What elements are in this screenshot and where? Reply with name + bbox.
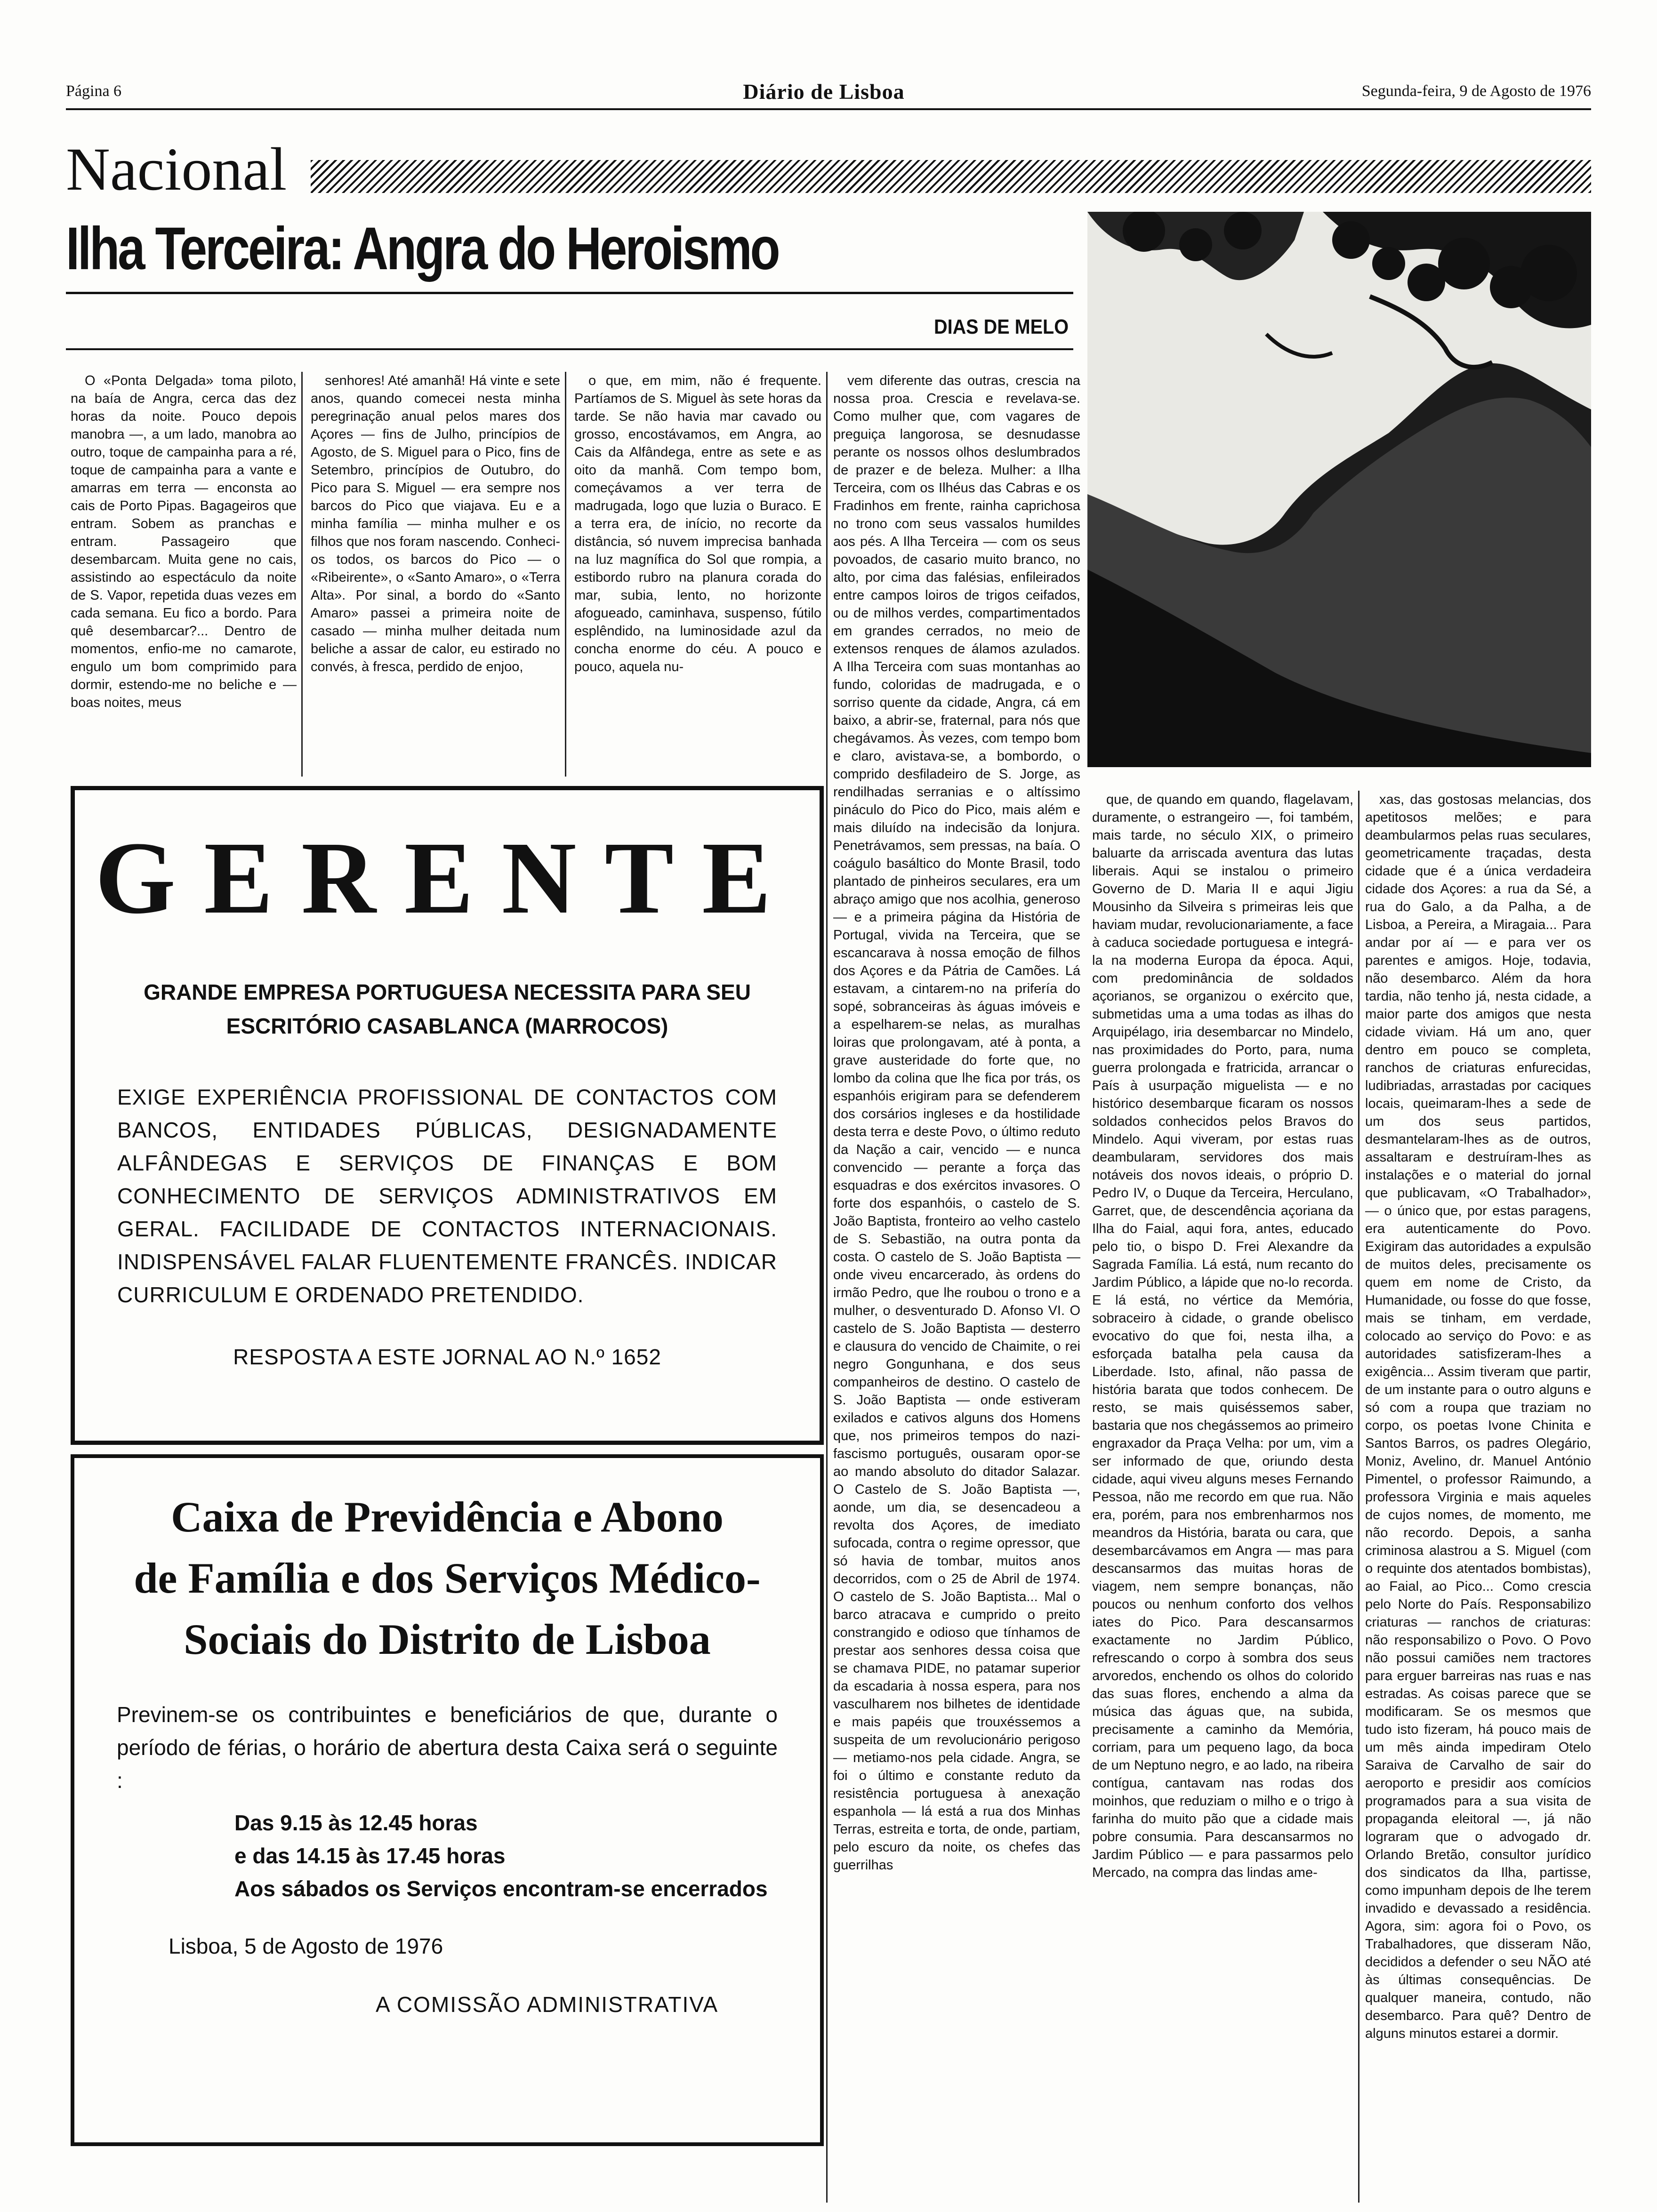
- ad-caixa-hours-line: Das 9.15 às 12.45 horas: [234, 1811, 478, 1835]
- ad-gerente-subtitle: GRANDE EMPRESA PORTUGUESA NECESSITA PARA SEU ESCRITÓRIO CASABLANCA (MARROCOS): [144, 980, 751, 1038]
- ad-caixa-hours: [234, 1806, 820, 1905]
- article-column-2: [311, 372, 560, 767]
- article-text: senhores! Até amanhã! Há vinte e sete anos, quando comecei nesta minha peregrinação anual pelos mares dos Açores — fins de Julho, princípios de Agosto, de S. Miguel para o Pico, fins de Setembro, princípios de Outubro, do Pico para S. Miguel — era sempre nos barcos do Pico que viajava. Eu e a minha família — minha mulher e os filhos que nos foram nascendo. Conheci-os todos, os barcos do Pico — o «Ribeirente», o «Santo Amaro», o «Terra Alta». Por sinal, a bordo do «Santo Amaro» passei a primeira noite de casado — minha mulher deitada num beliche a assar de calor, eu estirado no convés, à fresca, perdido de enjoo,: [311, 373, 560, 674]
- article-column-6: [1365, 791, 1591, 2198]
- article-text: O «Ponta Delgada» toma piloto, na baía de Angra, cerca das dez horas da noite. Pouco depois manobra —, a um lado, manobra ao outro, toque de campainha para a ré, toque de campainha para a vante e amarras em terra — enconsta ao cais de Porto Pipas. Bagageiros que entram. Sobem as pranchas e entram. Passageiro que desembarcam. Muita gene no cais, assistindo ao espectáculo da noite de S. Vapor, repetida duas vezes em cada semana. Eu fico a bordo. Para quê desembarcar?... Dentro de momentos, enfio-me no camarote, engulo um bom comprimido para dormir, estendo-me no beliche e — boas noites, meus: [71, 373, 297, 710]
- column-rule: [301, 372, 303, 777]
- ad-caixa-title-line: de Família e dos Serviços Médico-: [134, 1554, 761, 1602]
- article-column-3: [574, 372, 821, 767]
- masthead: Diário de Lisboa: [725, 79, 923, 104]
- article-column-1: [71, 372, 297, 767]
- photo-tree-landscape: [1087, 212, 1591, 767]
- section-title: Nacional: [66, 136, 287, 203]
- ad-caixa-intro: Previnem-se os contribuintes e beneficiários de que, durante o período de férias, o horário de abertura desta Caixa será o seguinte :: [117, 1702, 778, 1793]
- ad-caixa-previdencia: [71, 1454, 824, 2146]
- ad-caixa-title-line: Sociais do Distrito de Lisboa: [184, 1615, 711, 1663]
- issue-date: Segunda-feira, 9 de Agosto de 1976: [1361, 82, 1591, 100]
- article-column-4: [833, 372, 1080, 2198]
- article-text: vem diferente das outras, crescia na nossa proa. Crescia e revelava-se. Como mulher que, com vagares de preguiça langorosa, se desnudasse perante os nossos olhos deslumbrados de prazer e de beleza. Mulher: a Ilha Terceira, com os Ilhéus das Cabras e os Fradinhos em frente, rainha caprichosa no trono com seus vassalos humildes aos pés. A Ilha Terceira — com os seus povoados, de casario muito branco, no alto, por cima das falésias, enfileirados entre campos loiros de trigos ceifados, ou de milhos verdes, compartimentados em grandes cerrados, no meio de extensos renques de álamos azulados. A Ilha Terceira com suas montanhas ao fundo, coloridas de madrugada, e o sorriso quente da cidade, Angra, cá em baixo, a abrir-se, fraternal, para nós que chegávamos. Às vezes, com tempo bom e claro, avistava-se, a bombordo, o comprido desfiladeiro de S. Jorge, as rendilhadas serranias e o altíssimo pináculo do Pico do Pico, mais além e mais diluído na indecisão da lonjura. Penetrávamos, sem pressas, na baía. O coágulo basáltico do Monte Brasil, todo plantado de pinheiros seculares, era um abraço amigo que nos acolhia, generoso — e a primeira página da História de Portugal, vivida na Terceira, que se escancarava à nossa emoção de filhos dos Açores e da Pátria de Camões. Lá estavam, a cintarem-no na prifería do sopé, sobranceiras às águas imóveis e a espelharem-se nelas, as muralhas loiras que prolongavam, até à ponta, a grave austeridade do forte que, no lombo da colina que lhe fica por trás, os espanhóis erigiram para se defenderem dos corsários ingleses e da hostilidade desta terra e deste Povo, o último reduto da Nação a cair, vencido — e nunca convencido — perante a força das esquadras e dos exércitos invasores. O forte dos espanhóis, o castelo de S. João Baptista, fronteiro ao velho castelo de S. Sebastião, na outra ponta da costa. O castelo de S. João Baptista — onde viveu encarcerado, às ordens do irmão Pedro, que lhe roubou o trono e a mulher, o desventurado D. Afonso VI. O castelo de S. João Baptista — desterro e clausura do vencido de Chaimite, o rei negro Gongunhana, e dos seus companheiros de destino. O castelo de S. João Baptista — onde estiveram exilados e cativos alguns dos Homens que, nos primeiros tempos do nazi-fascismo português, ousaram opor-se ao mando absoluto do ditador Salazar. O Castelo de S. João Baptista —, aonde, um dia, se desencadeou a revolta dos Açores, de imediato sufocada, contra o regime opressor, que só havia de tombar, muitos anos decorridos, com o 25 de Abril de 1974. O castelo de S. João Baptista... Mal o barco atracava e cumprido o preito constrangido e odioso que tínhamos de prestar aos senhores dessa coisa que se chamava PIDE, no patamar superior da escadaria à nossa espera, para nos vasculharem nos bilhetes de identidade e mais papéis que trouxéssemos a suspeita de um revolucionário perigoso — metiamo-nos pela cidade. Angra, se foi o último e constante reduto da resistência portuguesa à anexação espanhola — lá está a rua dos Minhas Terras, estreita e torta, de onde, partiam, pelo escuro da noite, os chefes das guerrilhas: [833, 373, 1080, 1873]
- headline: Ilha Terceira: Angra do Heroismo: [66, 215, 779, 282]
- ad-caixa-title: [74, 1486, 820, 1670]
- ad-caixa-signature: A COMISSÃO ADMINISTRATIVA: [376, 1992, 719, 2017]
- ad-gerente-title: GERENTE: [95, 820, 799, 935]
- article-text: xas, das gostosas melancias, dos apetitosos melões; e para deambularmos pelas ruas seculares, geometricamente traçadas, desta cidade que é a única verdadeira cidade dos Açores: a rua da Sé, a rua do Galo, a da Palha, a de Lisboa, a Pereira, a Miragaia... Para andar por aí — e para ver os parentes e amigos. Hoje, todavia, não desembarco. Além da hora tardia, não tenho já, nesta cidade, a maior parte dos amigos que nesta cidade viviam. Há um ano, quer dentro em pouco se completa, ranchos de criaturas enfurecidas, ludibriadas, arrastadas por caciques locais, queimaram-lhes a sede de um dos seus partidos, desmantelaram-lhes as de outros, assaltaram e destruíram-lhes as instalações e o material do jornal que publicavam, «O Trabalhador», — o único que, por estas paragens, era autenticamente do Povo. Exigiram das autoridades a expulsão de muitos deles, precisamente os quem em nome de Cristo, da Humanidade, ou fosse do que fosse, mais se tinham, em verdade, colocado ao serviço do Povo: e as autoridades satisfizeram-lhes a exigência... Assim tiveram que partir, de um instante para o outro alguns e só com a roupa que traziam no corpo, os poetas Ivone Chinita e Santos Barros, os padres Olegário, Moniz, Avelino, dr. Manuel António Pimentel, o professor Raimundo, a professora Virginia e mais aqueles de cujos nomes, de momento, me não recordo. Depois, a sanha criminosa alastrou a S. Miguel (com o requinte dos atentados bombistas), ao Faial, ao Pico... Como crescia pelo Norte do País. Responsabilizo criaturas — ranchos de criaturas: não responsabilizo o Povo. O Povo não possui camiões nem tractores para erguer barreiras nas ruas e nas estradas. As coisas parece que se modificaram. Se os mesmos que tudo isto fizeram, há pouco mais de um mês ainda impediram Otelo Saraiva de Carvalho de sair do aeroporto e presidir aos comícios programados para a sua visita de propaganda eleitoral —, já não lograram que o advogado dr. Orlando Bretão, consultor jurídico dos sindicatos da Ilha, partisse, como impunham depois de lhe terem invadido e devassado a residência. Agora, sim: agora foi o Povo, os Trabalhadores, que disseram Não, decididos a defender o seu NÃO até às últimas consequências. De qualquer maneira, contudo, não desembarco. Para quê? Dentro de alguns minutos estarei a dormir.: [1365, 792, 1591, 2041]
- ad-caixa-hours-line: e das 14.15 às 17.45 horas: [234, 1843, 506, 1868]
- section-hatch-rule: [311, 160, 1591, 193]
- byline: DIAS DE MELO: [933, 315, 1069, 338]
- page-number: Página 6: [66, 82, 122, 100]
- column-rule: [565, 372, 566, 777]
- ad-gerente: [71, 786, 824, 1445]
- ad-gerente-requirements: EXIGE EXPERIÊNCIA PROFISSIONAL DE CONTACTOS COM BANCOS, ENTIDADES PÚBLICAS, DESIGNADAMENTE ALFÂNDEGAS E SERVIÇOS DE FINANÇAS E BOM CONHECIMENTO DE SERVIÇOS ADMINISTRATIVOS EM GERAL. FACILIDADE DE CONTACTOS INTERNACIONAIS. INDISPENSÁVEL FALAR FLUENTEMENTE FRANCÊS. INDICAR CURRICULUM E ORDENADO PRETENDIDO.: [117, 1085, 778, 1307]
- ad-gerente-response: RESPOSTA A ESTE JORNAL AO N.º 1652: [233, 1345, 661, 1369]
- header-rule: [66, 108, 1591, 110]
- ad-caixa-hours-line: Aos sábados os Serviços encontram-se encerrados: [234, 1876, 768, 1901]
- column-rule: [1358, 791, 1359, 2203]
- column-rule: [826, 372, 828, 2203]
- ad-caixa-date: Lisboa, 5 de Agosto de 1976: [169, 1934, 443, 1958]
- article-column-5: [1092, 791, 1353, 2198]
- headline-rule: [66, 292, 1073, 294]
- article-text: o que, em mim, não é frequente. Partíamos de S. Miguel às sete horas da tarde. Se não havia mar cavado ou grosso, encostávamos, em Angra, ao Cais da Alfândega, entre as sete e as oito da manhã. Com tempo bom, começávamos a ver terra de madrugada, logo que luzia o Buraco. E a terra era, de início, no recorte da distância, só nuvem imprecisa banhada na luz magnífica do Sol que rompia, a estibordo rubro na planura corada do mar, subia, lento, no horizonte afogueado, caminhava, suspenso, fútilo esplêndido, na luminosidade azul da concha enorme do céu. A pouco e pouco, aquela nu-: [574, 373, 821, 674]
- byline-rule: [66, 348, 1073, 350]
- ad-caixa-title-line: Caixa de Previdência e Abono: [171, 1493, 724, 1541]
- article-photo: [1087, 212, 1591, 767]
- article-text: que, de quando em quando, flagelavam, duramente, o estrangeiro —, foi também, mais tarde, no século XIX, o primeiro baluarte da arriscada aventura das lutas liberais. Aqui se instalou o primeiro Governo de D. Maria II e aqui Jigiu Mousinho da Silveira s primeiras leis que haviam mudar, revolucionariamente, a face à caduca sociedade portuguesa e integrá-la na moderna Europa da época. Aqui, com predominância de soldados açorianos, se organizou o exército que, submetidas uma a uma todas as ilhas do Arquipélago, iria desembarcar no Mindelo, nas proximidades do Porto, para, numa guerra prolongada e fratricida, arrancar o País à usurpação miguelista — e no histórico desembarque ficaram os nossos soldados conhecidos pelos Bravos do Mindelo. Aqui viveram, por estas ruas deambularam, servidores dos mais notáveis dos novos ideais, o próprio D. Pedro IV, o Duque da Terceira, Herculano, Garret, que, de descendência açoriana da Ilha do Faial, aqui fora, antes, educado pelo tio, o bispo D. Frei Alexandre da Sagrada Família. Lá está, num recanto do Jardim Público, a lápide que no-lo recorda. E lá está, no vértice da Memória, sobraceiro à cidade, o grande obelisco evocativo do que foi, nesta ilha, a esforçada batalha pela causa da Liberdade. Isto, afinal, não passa de história barata que todos conhecem. De resto, se mais quiséssemos saber, bastaria que nos chegássemos ao primeiro engraxador da Praça Velha: por um, vim a ser informado de que, oriundo desta cidade, aqui viveu alguns meses Fernando Pessoa, não me recordo em que rua. Não era, porém, para nos embrenharmos nos meandros da História, barata ou cara, que desembarcávamos em Angra — mas para descansarmos das muitas horas de viagem, nem sempre bonanças, não poucos ou nenhum conforto dos velhos iates do Pico. Para descansarmos exactamente no Jardim Público, refrescando o corpo à sombra dos seus arvoredos, enchendo os olhos do colorido das suas flores, enchendo a alma da música das águas que, na subida, precisamente a caminho da Memória, corriam, para um pequeno lago, da boca de um Neptuno negro, e ao lado, na ribeira contígua, cantavam nas rodas dos moinhos, que reduziam o milho e o trigo à farinha do muito pão que a cidade mais pobre consumia. Para descansarmos no Jardim Público — e para passarmos pelo Mercado, na compra das lindas ame-: [1092, 792, 1353, 1880]
